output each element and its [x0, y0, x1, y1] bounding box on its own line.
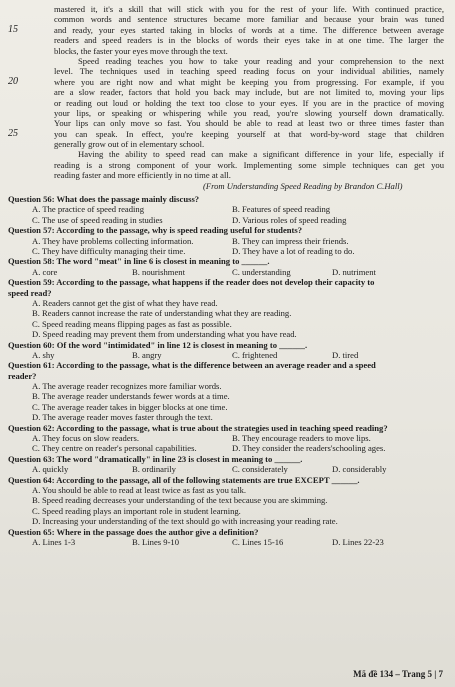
passage-source: (From Understanding Speed Reading by Brandon C.Hall) [203, 180, 403, 191]
answer-option[interactable]: C. They centre on reader's personal capabilities. [32, 443, 197, 454]
answer-option[interactable]: B. Lines 9-10 [132, 536, 180, 547]
answer-option[interactable]: D. nutriment [332, 266, 376, 277]
answer-option[interactable]: C. The average reader takes in bigger blocks at one time. [32, 401, 228, 412]
answer-option[interactable]: C. They have difficulty managing their time. [32, 245, 186, 256]
answer-option[interactable]: A. They focus on slow readers. [32, 433, 139, 444]
answer-option[interactable]: B. nourishment [132, 266, 185, 277]
passage-line: reading is a strong component of your work. Implementing some simple techniques can get you [54, 159, 444, 170]
question-stem-cont: reader? [8, 370, 37, 381]
answer-row [8, 298, 444, 308]
answer-option[interactable]: D. Speed reading may prevent them from understanding what you have read. [32, 329, 297, 340]
answer-row [8, 381, 444, 391]
answer-option[interactable]: D. They have a lot of reading to do. [232, 245, 355, 256]
answer-row [8, 537, 444, 547]
question-stem: Question 62: According to the passage, what is true about the strategies used in teaching speed reading? [8, 422, 388, 433]
answer-row [8, 464, 444, 474]
answer-option[interactable]: D. Increasing your understanding of the text should go with increasing your reading rate. [32, 516, 338, 527]
passage-line: level. The techniques used in teaching speed reading focus on your individual abilities, namely [54, 66, 444, 77]
page-content [8, 4, 444, 547]
passage-line: or reading out loud or holding the text too close to your eyes. If you are in the practice of moving [54, 97, 444, 108]
passage-line: are a slow reader, factors that hold you back may include, but are not limited to, moving your lips [54, 87, 444, 98]
answer-option[interactable]: B. Readers cannot increase the rate of understanding what they are reading. [32, 308, 292, 319]
answer-option[interactable]: A. shy [32, 349, 55, 360]
answer-option[interactable]: B. The average reader understands fewer words at a time. [32, 391, 230, 402]
passage-line: Speed reading teaches you how to take your reading and your comprehension to the next [78, 55, 444, 66]
page-footer: Mã đề 134 – Trang 5 | 7 [353, 669, 443, 679]
answer-row [8, 319, 444, 329]
answer-option[interactable]: C. frightened [232, 349, 278, 360]
answer-row [8, 443, 444, 453]
question-stem: Question 56: What does the passage mainly discuss? [8, 194, 200, 205]
answer-option[interactable]: B. ordinarily [132, 464, 176, 475]
answer-option[interactable]: D. They consider the readers'schooling ages. [232, 443, 386, 454]
question-stem: Question 64: According to the passage, all of the following statements are true EXCEPT ______. [8, 474, 360, 485]
passage-line: where you are right now and what might be keeping you from progressing. For example, if you 20 [8, 76, 444, 87]
question-stem: Question 60: Of the word "intimidated" in line 12 is closest in meaning to ______. [8, 339, 308, 350]
answer-row [8, 506, 444, 516]
passage-line: and ready, your eyes started taking in blocks of words at a time. The difference between average 15 [8, 24, 444, 35]
answer-row [8, 495, 444, 505]
answer-row [8, 329, 444, 339]
answer-option[interactable]: C. considerately [232, 464, 288, 475]
answer-option[interactable]: D. tired [332, 349, 359, 360]
question-stem: Question 61: According to the passage, what is the difference between an average reader and a speed [8, 360, 376, 371]
line-number: 15 [8, 24, 18, 35]
answer-row [8, 402, 444, 412]
answer-row [8, 516, 444, 526]
question-stem: Question 65: Where in the passage does the author give a definition? [8, 526, 259, 537]
passage-line: readers and speed readers is in the blocks of words their eyes take in at one time. The larger the [54, 35, 444, 46]
answer-option[interactable]: C. The use of speed reading in studies [32, 214, 163, 225]
answer-option[interactable]: D. The average reader moves faster through the text. [32, 412, 213, 423]
question-stem: Question 57: According to the passage, why is speed reading useful for students? [8, 225, 303, 236]
answer-row [8, 485, 444, 495]
line-number: 20 [8, 76, 18, 87]
question-stem: Question 63: The word "dramatically" in line 23 is closest in meaning to ______. [8, 453, 303, 464]
passage-line: Your lips can only move so fast. You should be able to read at least two or three times faster than [54, 118, 444, 129]
answer-option[interactable]: B. angry [132, 349, 162, 360]
passage-line: your lips, or speaking or whispering while you read, you're slowing yourself down dramatically. [54, 107, 444, 118]
answer-option[interactable]: C. Lines 15-16 [232, 536, 284, 547]
answer-option[interactable]: D. considerably [332, 464, 387, 475]
answer-option[interactable]: C. understanding [232, 266, 291, 277]
passage-line: Having the ability to speed read can make a significant difference in your life, especially if [78, 149, 444, 160]
question-stem: Question 59: According to the passage, what happens if the reader does not develop their capacity to [8, 277, 375, 288]
line-number: 25 [8, 128, 18, 139]
answer-option[interactable]: A. The average reader recognizes more familiar words. [32, 381, 222, 392]
answer-row [8, 308, 444, 318]
passage-line: mastered it, it's a skill that will stick with you for the rest of your life. With continued practice, [54, 4, 444, 14]
answer-option[interactable]: A. You should be able to read at least twice as fast as you talk. [32, 484, 247, 495]
answer-row [8, 433, 444, 443]
answer-option[interactable]: A. quickly [32, 464, 69, 475]
answer-row [8, 236, 444, 246]
answer-row [8, 412, 444, 422]
answer-option[interactable]: D. Lines 22-23 [332, 536, 384, 547]
question-stem: Question 58: The word "meat" in line 6 is closest in meaning to ______. [8, 256, 270, 267]
answer-option[interactable]: C. Speed reading means flipping pages as fast as possible. [32, 318, 232, 329]
answer-row [8, 391, 444, 401]
answer-option[interactable]: A. Readers cannot get the gist of what they have read. [32, 297, 218, 308]
passage-line: blocks, the faster your eyes move through the text. [54, 45, 228, 56]
answer-option[interactable]: B. Speed reading decreases your understanding of the text because you are skimming. [32, 495, 328, 506]
passage-line: generally grow out of in elementary school. [54, 139, 205, 150]
answer-row [8, 267, 444, 277]
answer-row [8, 350, 444, 360]
question-stem-cont: speed read? [8, 287, 52, 298]
answer-row [8, 246, 444, 256]
answer-option[interactable]: A. Lines 1-3 [32, 536, 76, 547]
answer-option[interactable]: A. core [32, 266, 58, 277]
answer-row [8, 215, 444, 225]
answer-option[interactable]: C. Speed reading plays an important role in student learning. [32, 505, 241, 516]
passage-line: reading faster and more efficiently in no time at all. [54, 170, 231, 181]
answer-option[interactable]: B. Features of speed reading [232, 204, 331, 215]
answer-option[interactable]: B. They encourage readers to move lips. [232, 433, 371, 444]
answer-option[interactable]: A. They have problems collecting information. [32, 235, 194, 246]
passage-line: you can speak. In effect, you're keeping yourself at that word-by-word stage that children 25 [8, 128, 444, 139]
passage-line: common words and sentence structures became more familiar and because your brain was tuned [54, 14, 444, 25]
answer-row [8, 204, 444, 214]
answer-option[interactable]: A. The practice of speed reading [32, 204, 144, 215]
answer-option[interactable]: B. They can impress their friends. [232, 235, 349, 246]
answer-option[interactable]: D. Various roles of speed reading [232, 214, 347, 225]
